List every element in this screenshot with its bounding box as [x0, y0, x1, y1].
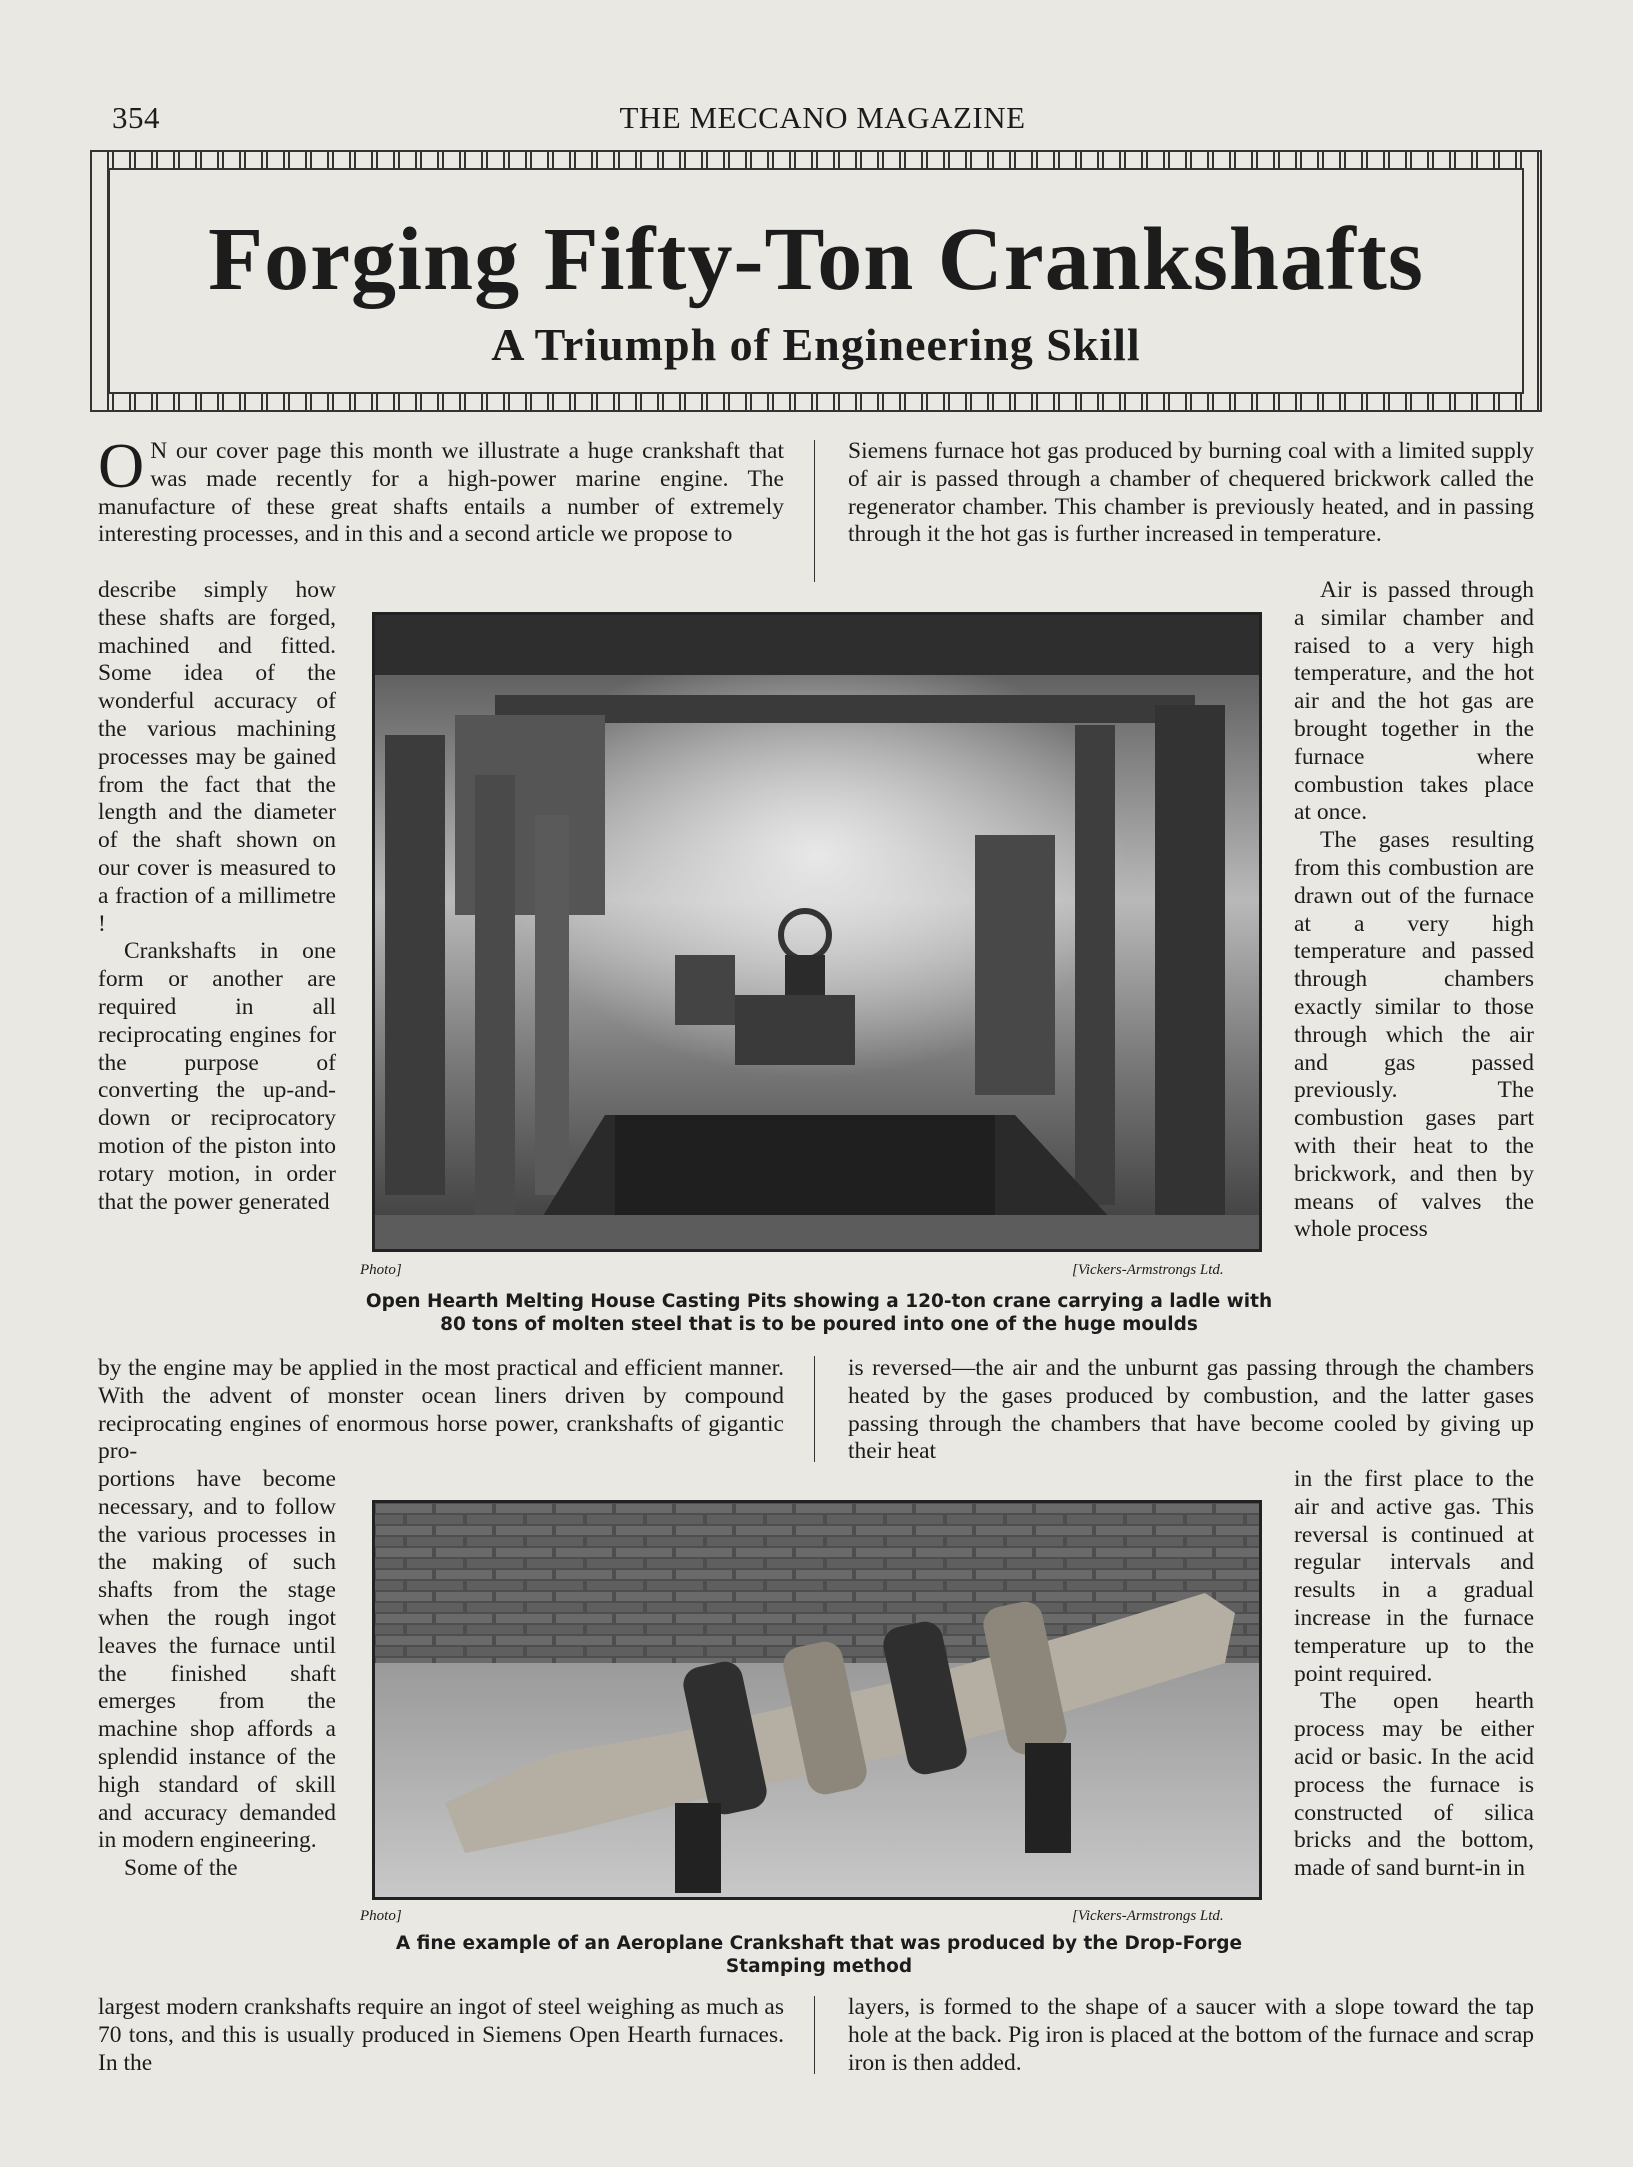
- photo1-caption: Open Hearth Melting House Casting Pits showing a 120-ton crane carrying a ladle with 80 tons of molten steel that is to be poured into one of the huge moulds: [365, 1291, 1273, 1335]
- page-number: 354: [112, 100, 160, 135]
- right3-paragraph-2: The open hearth process may be either acid or basic. In the acid process the furnace is constructed of silica bricks and the bottom, made of sand burnt-in in: [1294, 1688, 1534, 1882]
- right1-paragraph-2: The gases resulting from this combustion are drawn out of the furnace at a very high temperature and passed through chambers exactly similar to those through which the air and gas passed previously. The combustion gases part with their heat to the brickwork, and then by means of valves the whole process: [1294, 827, 1534, 1243]
- left-column-bottom: largest modern crankshafts require an ingot of steel weighing as much as 70 tons, and this is usually produced in Siemens Open Hearth furnaces. In the: [98, 1994, 784, 2076]
- intro-paragraph: [98, 430, 784, 549]
- right-narrow-column-2: [1294, 1466, 1534, 1883]
- drop-cap: O: [98, 430, 145, 501]
- magazine-title: THE MECCANO MAGAZINE: [619, 100, 1026, 135]
- left1-paragraph-2: Crankshafts in one form or another are required in all reciprocating engines for the purpose of converting the up-and-down or reciprocatory motion of the piston into rotary motion, in order that the power generated: [98, 938, 336, 1215]
- column-rule-bottom: [814, 1996, 815, 2074]
- left3-paragraph-2: Some of the: [124, 1855, 238, 1882]
- photo2-credit-right: [Vickers-Armstrongs Ltd.: [1072, 1908, 1224, 1924]
- photo2-caption: A fine example of an Aeroplane Crankshaft that was produced by the Drop-Forge Stamping method: [395, 1933, 1243, 1977]
- photo1-credit-left: Photo]: [360, 1262, 402, 1278]
- right-column-middle: is reversed—the air and the unburnt gas passing through the chambers heated by the gases produced by combustion, and the latter gases passing through the chambers that have become cooled by giving up their heat: [848, 1355, 1534, 1465]
- left1-paragraph-1: describe simply how these shafts are forged, machined and fitted. Some idea of the wonderful accuracy of the various machining processes may be gained from the fact that the length and the diameter of the shaft shown on our cover is measured to a fraction of a millimetre !: [98, 577, 336, 937]
- left3-paragraph-1: portions have become necessary, and to follow the various processes in the making of such shafts from the stage when the rough ingot leaves the furnace until the finished shaft emerges from the machine shop affords a splendid instance of the high standard of skill and accuracy demanded in modern engineering.: [98, 1466, 336, 1854]
- photo-aeroplane-crankshaft: [372, 1500, 1262, 1900]
- right-column-top: Siemens furnace hot gas produced by burning coal with a limited supply of air is passed through a chamber of chequered brickwork called the regenerator chamber. This chamber is previously heated, and in passing through it the hot gas is further increased in temperature.: [848, 438, 1534, 548]
- right1-paragraph-1: Air is passed through a similar chamber and raised to a very high temperature, and the hot air and the hot gas are brought together in the furnace where combustion takes place at once.: [1294, 577, 1534, 826]
- column-rule-top: [814, 440, 815, 582]
- photo1-credit-right: [Vickers-Armstrongs Ltd.: [1072, 1262, 1224, 1278]
- crankshaft-image: [375, 1503, 1259, 1897]
- left-column-middle: by the engine may be applied in the most practical and efficient manner. With the advent of monster ocean liners driven by compound reciprocating engines of enormous horse power, crankshafts of gigantic pro-: [98, 1355, 784, 1465]
- right3-paragraph-1: in the first place to the air and active gas. This reversal is continued at regular intervals and results in a gradual increase in the furnace temperature up to the point required.: [1294, 1466, 1534, 1687]
- article-subtitle: A Triumph of Engineering Skill: [491, 319, 1141, 370]
- casting-pits-image: [375, 615, 1259, 1249]
- left-narrow-column-1: [98, 577, 336, 1216]
- right-narrow-column-1: [1294, 577, 1534, 1244]
- photo2-credit-left: Photo]: [360, 1908, 402, 1924]
- title-box: [90, 150, 1542, 412]
- photo-casting-pits: [372, 612, 1262, 1252]
- column-rule-middle: [814, 1356, 815, 1462]
- right-column-bottom: layers, is formed to the shape of a saucer with a slope toward the tap hole at the back. Pig iron is placed at the bottom of the furnace and scrap iron is then added.: [848, 1994, 1534, 2076]
- left-narrow-column-2: [98, 1466, 336, 1883]
- running-header: [112, 100, 1533, 144]
- article-title: Forging Fifty-Ton Crankshafts: [208, 210, 1424, 309]
- intro-text: N our cover page this month we illustrate a huge crankshaft that was made recently for a high-power marine engine. The manufacture of these great shafts entails a number of extremely interesting processes, and in this and a second article we propose to: [98, 438, 784, 548]
